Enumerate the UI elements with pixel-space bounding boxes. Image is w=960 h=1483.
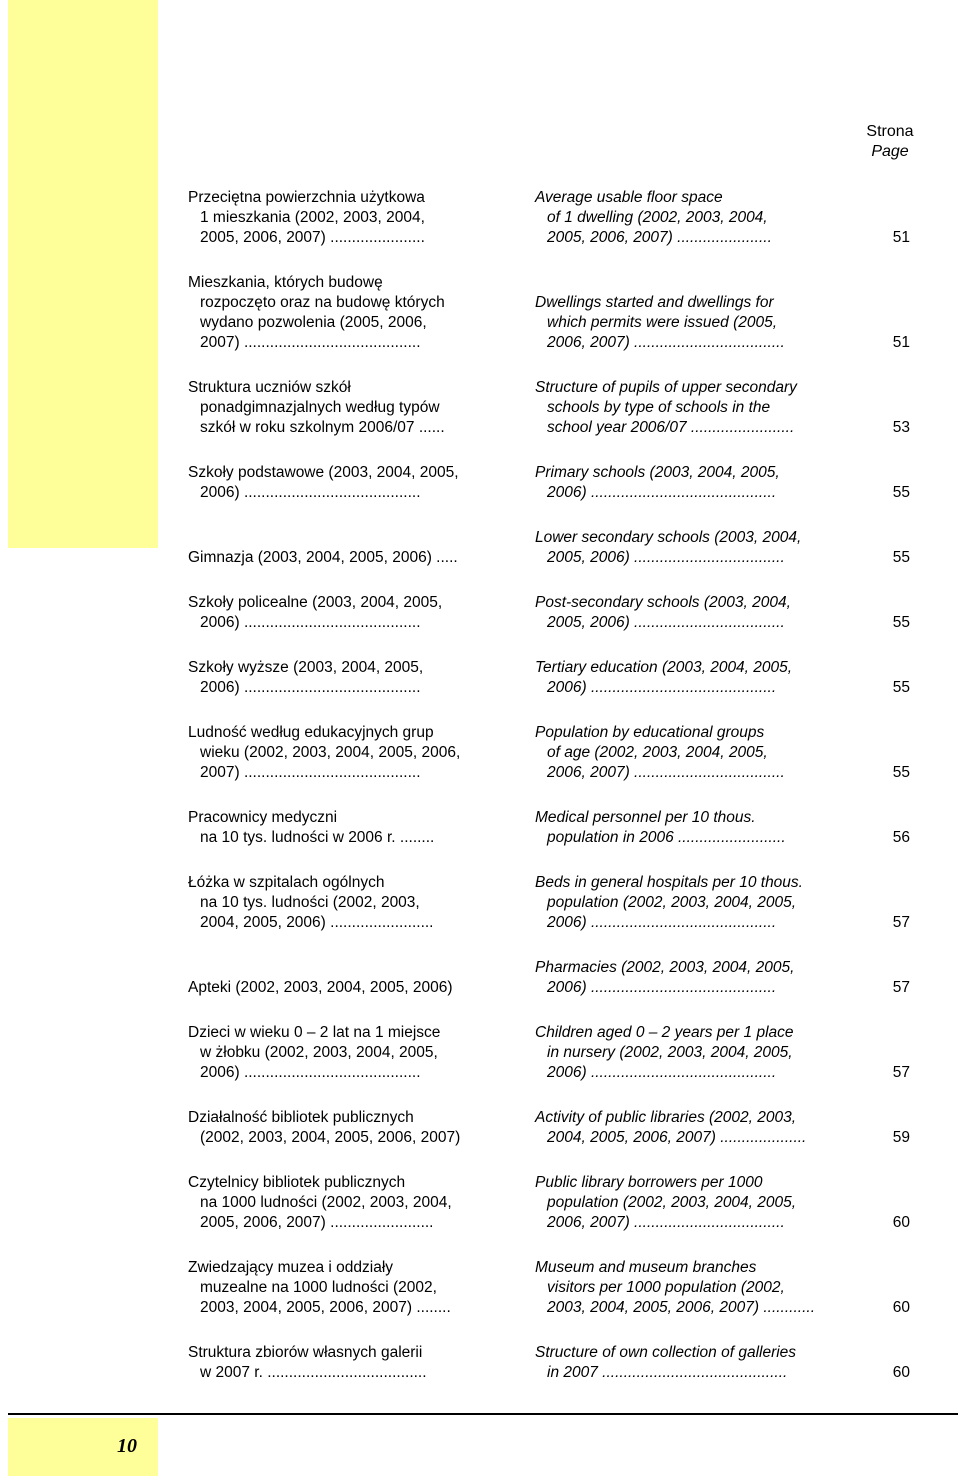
entry-page-number: 53 — [892, 419, 910, 436]
entry-line: Structure of own collection of galleries — [535, 1344, 797, 1361]
entry-title-en — [535, 723, 855, 783]
entry-line: 2007) ......................................... — [200, 334, 421, 351]
entry-title-pl — [188, 1343, 508, 1383]
entry-line: Szkoły podstawowe (2003, 2004, 2005, — [188, 464, 459, 481]
entry-line: 2006) ........................................... — [547, 1064, 777, 1081]
entry-line: 2006) ......................................... — [200, 484, 421, 501]
entry-line: 2006) ......................................... — [200, 679, 421, 696]
entry-title-pl — [188, 548, 508, 568]
entry-line: 2006) ........................................... — [547, 679, 777, 696]
entry-line: Primary schools (2003, 2004, 2005, — [535, 464, 780, 481]
entry-title-pl — [188, 808, 508, 848]
page-column-header — [850, 122, 930, 162]
footer-page-tab — [8, 1418, 158, 1476]
entry-title-en — [535, 1108, 855, 1148]
entry-line: Czytelnicy bibliotek publicznych — [188, 1174, 406, 1191]
entry-title-en — [535, 1258, 855, 1318]
entry-title-en — [535, 1173, 855, 1233]
entry-line: Beds in general hospitals per 10 thous. — [535, 874, 803, 891]
entry-line: of age (2002, 2003, 2004, 2005, — [547, 744, 768, 761]
entry-page-number: 57 — [892, 1064, 910, 1081]
entry-page-number: 56 — [892, 829, 910, 846]
entry-title-en — [535, 873, 855, 933]
entry-line: 2006) ........................................... — [547, 979, 777, 996]
entry-line: Museum and museum branches — [535, 1259, 757, 1276]
entry-title-pl — [188, 978, 508, 998]
entry-line: 2005, 2006, 2007) ...................... — [200, 229, 425, 246]
entry-line: Zwiedzający muzea i oddziały — [188, 1259, 394, 1276]
entry-line: na 1000 ludności (2002, 2003, 2004, — [200, 1194, 452, 1211]
entry-page-number: 57 — [892, 979, 910, 996]
entry-line: Pharmacies (2002, 2003, 2004, 2005, — [535, 959, 795, 976]
entry-line: 2006, 2007) ................................... — [547, 1214, 785, 1231]
entry-line: in nursery (2002, 2003, 2004, 2005, — [547, 1044, 793, 1061]
entry-line: 2005, 2006, 2007) ...................... — [547, 229, 772, 246]
entry-title-pl — [188, 873, 508, 933]
footer-divider — [8, 1413, 958, 1415]
entry-page-number: 55 — [892, 679, 910, 696]
entry-page-number: 55 — [892, 614, 910, 631]
entry-line: Łóżka w szpitalach ogólnych — [188, 874, 385, 891]
entry-line: w żłobku (2002, 2003, 2004, 2005, — [200, 1044, 438, 1061]
entry-line: Population by educational groups — [535, 724, 765, 741]
entry-line: Działalność bibliotek publicznych — [188, 1109, 414, 1126]
entry-line: Mieszkania, których budowę — [188, 274, 383, 291]
entry-line: na 10 tys. ludności w 2006 r. ........ — [200, 829, 435, 846]
entry-title-en — [535, 1023, 855, 1083]
entry-title-en — [535, 593, 855, 633]
entry-title-pl — [188, 1108, 508, 1148]
entry-title-pl — [188, 1258, 508, 1318]
entry-line: of 1 dwelling (2002, 2003, 2004, — [547, 209, 768, 226]
entry-page-number: 60 — [892, 1299, 910, 1316]
entry-line: 2007) ......................................... — [200, 764, 421, 781]
page-label-en: Page — [871, 143, 909, 160]
entry-line: Ludność według edukacyjnych grup — [188, 724, 434, 741]
entry-line: Dwellings started and dwellings for — [535, 294, 774, 311]
entry-line: Post-secondary schools (2003, 2004, — [535, 594, 791, 611]
entry-line: 2004, 2005, 2006, 2007) .................... — [547, 1129, 807, 1146]
entry-line: 2005, 2006) ................................... — [547, 549, 785, 566]
entry-line: 2006) ........................................... — [547, 484, 777, 501]
entry-line: Pracownicy medyczni — [188, 809, 338, 826]
entry-line: Children aged 0 – 2 years per 1 place — [535, 1024, 794, 1041]
entry-line: Tertiary education (2003, 2004, 2005, — [535, 659, 793, 676]
entry-title-pl — [188, 1023, 508, 1083]
entry-page-number: 55 — [892, 764, 910, 781]
entry-page-number: 60 — [892, 1364, 910, 1381]
entry-line: 2004, 2005, 2006) ........................ — [200, 914, 434, 931]
entry-line: Dzieci w wieku 0 – 2 lat na 1 miejsce — [188, 1024, 441, 1041]
entry-page-number: 60 — [892, 1214, 910, 1231]
entry-line: Struktura uczniów szkół — [188, 379, 351, 396]
entry-line: 2005, 2006, 2007) ........................ — [200, 1214, 434, 1231]
entry-title-en — [535, 463, 855, 503]
entry-line: Activity of public libraries (2002, 2003, — [535, 1109, 797, 1126]
entry-line: rozpoczęto oraz na budowę których — [200, 294, 445, 311]
entry-line: Gimnazja (2003, 2004, 2005, 2006) ..... — [188, 549, 458, 566]
entry-title-en — [535, 293, 855, 353]
entry-page-number: 55 — [892, 549, 910, 566]
entry-page-number: 51 — [892, 334, 910, 351]
entry-title-pl — [188, 593, 508, 633]
entry-page-number: 51 — [892, 229, 910, 246]
entry-line: wydano pozwolenia (2005, 2006, — [200, 314, 427, 331]
entry-line: 2006, 2007) ................................... — [547, 764, 785, 781]
entry-page-number: 59 — [892, 1129, 910, 1146]
entry-line: ponadgimnazjalnych według typów — [200, 399, 440, 416]
yellow-side-tab — [8, 0, 158, 548]
entry-line: population in 2006 ......................... — [547, 829, 786, 846]
entry-line: Lower secondary schools (2003, 2004, — [535, 529, 802, 546]
entry-line: muzealne na 1000 ludności (2002, — [200, 1279, 437, 1296]
entry-line: 2003, 2004, 2005, 2006, 2007) ........ — [200, 1299, 451, 1316]
entry-line: Szkoły wyższe (2003, 2004, 2005, — [188, 659, 424, 676]
entry-line: w 2007 r. ..................................... — [200, 1364, 427, 1381]
entry-line: 2006) ........................................... — [547, 914, 777, 931]
entry-line: na 10 tys. ludności (2002, 2003, — [200, 894, 420, 911]
entry-line: szkół w roku szkolnym 2006/07 ...... — [200, 419, 445, 436]
entry-line: Apteki (2002, 2003, 2004, 2005, 2006) — [188, 979, 453, 996]
entry-line: population (2002, 2003, 2004, 2005, — [547, 1194, 797, 1211]
entry-line: visitors per 1000 population (2002, — [547, 1279, 785, 1296]
entry-line: 2003, 2004, 2005, 2006, 2007) ............ — [547, 1299, 816, 1316]
entry-title-en — [535, 808, 855, 848]
entry-line: Przeciętna powierzchnia użytkowa — [188, 189, 425, 206]
entry-title-en — [535, 958, 855, 998]
footer-page-number: 10 — [117, 1435, 137, 1457]
entry-line: Public library borrowers per 1000 — [535, 1174, 763, 1191]
entry-title-en — [535, 188, 855, 248]
entry-line: population (2002, 2003, 2004, 2005, — [547, 894, 797, 911]
entry-line: (2002, 2003, 2004, 2005, 2006, 2007) — [200, 1129, 461, 1146]
entry-line: in 2007 ........................................... — [547, 1364, 788, 1381]
entry-line: wieku (2002, 2003, 2004, 2005, 2006, — [200, 744, 461, 761]
entry-line: Medical personnel per 10 thous. — [535, 809, 756, 826]
entry-title-pl — [188, 658, 508, 698]
entry-line: 2006) ......................................... — [200, 1064, 421, 1081]
entry-title-en — [535, 528, 855, 568]
entry-title-en — [535, 378, 855, 438]
entry-page-number: 55 — [892, 484, 910, 501]
entry-title-pl — [188, 723, 508, 783]
entry-line: which permits were issued (2005, — [547, 314, 778, 331]
entry-line: Structure of pupils of upper secondary — [535, 379, 797, 396]
entry-title-en — [535, 658, 855, 698]
page-label-pl: Strona — [866, 123, 914, 140]
entry-page-number: 57 — [892, 914, 910, 931]
entry-title-pl — [188, 1173, 508, 1233]
entry-line: 1 mieszkania (2002, 2003, 2004, — [200, 209, 425, 226]
entry-line: school year 2006/07 ........................ — [547, 419, 795, 436]
entry-line: 2006, 2007) ................................... — [547, 334, 785, 351]
entry-line: schools by type of schools in the — [547, 399, 771, 416]
entry-title-en — [535, 1343, 855, 1383]
entry-title-pl — [188, 188, 508, 248]
entry-title-pl — [188, 273, 508, 353]
entry-line: 2005, 2006) ................................... — [547, 614, 785, 631]
entry-line: Struktura zbiorów własnych galerii — [188, 1344, 423, 1361]
entry-line: Szkoły policealne (2003, 2004, 2005, — [188, 594, 443, 611]
entry-title-pl — [188, 463, 508, 503]
entry-title-pl — [188, 378, 508, 438]
entry-line: 2006) ......................................... — [200, 614, 421, 631]
entry-line: Average usable floor space — [535, 189, 723, 206]
